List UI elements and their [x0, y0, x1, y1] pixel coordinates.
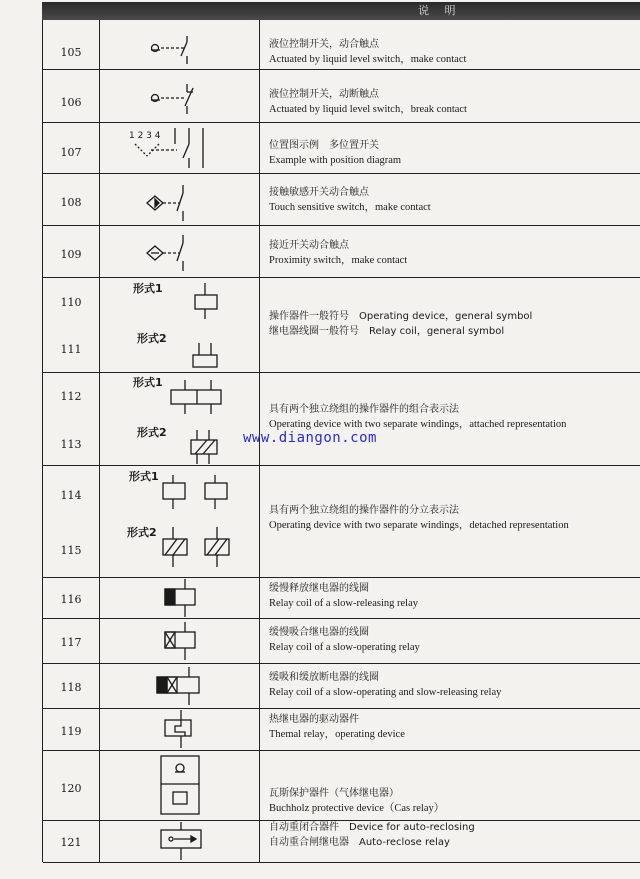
row-number: 121 [60, 836, 82, 849]
row-number: 106 [60, 96, 82, 109]
row-description [269, 786, 639, 816]
slow-operating-relay-symbol [99, 618, 259, 663]
description-zh: 缓吸和缓放断电器的线圈 [269, 672, 379, 683]
row-divider [43, 862, 640, 863]
description-zh: 具有两个独立绕组的操作器件的分立表示法 [269, 505, 459, 516]
slow-releasing-relay-symbol [99, 577, 259, 619]
row-number: 112 [60, 390, 82, 403]
row-number: 117 [60, 636, 82, 649]
header-title: 说 明 [418, 4, 462, 17]
row-description [269, 625, 639, 655]
form-label: 形式1 [133, 282, 163, 295]
row-number: 110 [60, 296, 82, 309]
row-number: 118 [60, 681, 82, 694]
slow-operating-releasing-relay-symbol [99, 663, 259, 708]
row-description [269, 820, 639, 850]
form-label: 形式1 [129, 470, 159, 483]
liquid-level-break-contact-symbol [99, 70, 259, 120]
header-bar [42, 2, 640, 20]
two-winding-detached-symbol [99, 465, 259, 577]
row-description [269, 670, 639, 700]
row-number: 120 [60, 782, 82, 795]
multi-position-switch-symbol [99, 122, 259, 172]
row-description [269, 37, 639, 67]
description-en: Touch sensitive switch，make contact [269, 202, 431, 213]
row-number: 113 [60, 438, 82, 451]
row-description [269, 503, 639, 533]
description-zh: 自动重闭合器件 Device for auto-reclosing [269, 822, 475, 833]
description-zh: 瓦斯保护器件（气体继电器） [269, 788, 399, 799]
row-description [269, 87, 639, 117]
row-description [269, 712, 639, 742]
description-en: Themal relay，operating device [269, 729, 405, 740]
description-zh: 热继电器的驱动器件 [269, 714, 359, 725]
symbol-table [42, 20, 640, 862]
description-en: Proximity switch，make contact [269, 255, 408, 266]
operating-device-symbol [99, 277, 259, 373]
description-en: Actuated by liquid level switch，break contact [269, 104, 467, 115]
form-label: 形式2 [137, 426, 167, 439]
description-en: Example with position diagram [269, 155, 402, 166]
description-zh: 自动重合闸继电器 Auto-reclose relay [269, 837, 450, 848]
row-number: 119 [60, 725, 82, 738]
row-number: 105 [60, 46, 82, 59]
liquid-level-make-contact-symbol [99, 20, 259, 70]
description-zh: 具有两个独立绕组的操作器件的组合表示法 [269, 404, 459, 415]
form-label: 形式1 [133, 376, 163, 389]
description-en: Relay coil of a slow-releasing relay [269, 598, 418, 609]
row-description [269, 238, 639, 268]
row-description [269, 581, 639, 611]
auto-reclosing-device-symbol [99, 820, 259, 862]
row-description [269, 402, 639, 432]
row-description [269, 185, 639, 215]
row-number: 107 [60, 146, 82, 159]
form-label: 形式2 [137, 332, 167, 345]
proximity-switch-symbol [99, 225, 259, 277]
description-zh: 接近开关动合触点 [269, 240, 349, 251]
description-zh: 位置图示例 多位置开关 [269, 140, 379, 151]
description-zh: 继电器线圈一般符号 Relay coil，general symbol [269, 326, 505, 337]
description-zh: 接触敏感开关动合触点 [269, 187, 369, 198]
description-zh: 液位控制开关，动合触点 [269, 39, 379, 50]
row-description [269, 138, 639, 168]
description-en: Relay coil of a slow-operating relay [269, 642, 420, 653]
description-en: Operating device with two separate windings，detached representation [269, 520, 569, 531]
row-number: 115 [60, 544, 82, 557]
description-en: Buchholz protective device（Cas relay） [269, 803, 445, 814]
row-description [269, 309, 639, 339]
thermal-relay-symbol [99, 708, 259, 750]
row-number: 108 [60, 196, 82, 209]
description-en: Actuated by liquid level switch，make contact [269, 54, 467, 65]
description-zh: 缓慢吸合继电器的线圈 [269, 627, 369, 638]
row-number: 116 [60, 593, 82, 606]
description-zh: 缓慢释放继电器的线圈 [269, 583, 369, 594]
row-number: 111 [60, 343, 82, 356]
description-en: Operating device with two separate windings，attached representation [269, 419, 567, 430]
watermark: www.diangon.com [243, 430, 377, 446]
touch-sensitive-switch-symbol [99, 173, 259, 225]
form-label: 形式2 [127, 526, 157, 539]
description-en: Relay coil of a slow-operating and slow-releasing relay [269, 687, 502, 698]
row-number: 114 [60, 489, 82, 502]
position-labels: 1 2 3 4 [129, 131, 161, 141]
two-winding-attached-symbol [99, 372, 259, 464]
description-zh: 液位控制开关，动断触点 [269, 89, 379, 100]
buchholz-relay-symbol [99, 750, 259, 820]
description-zh: 操作器件一般符号 Operating device，general symbol [269, 311, 533, 322]
row-number: 109 [60, 248, 82, 261]
